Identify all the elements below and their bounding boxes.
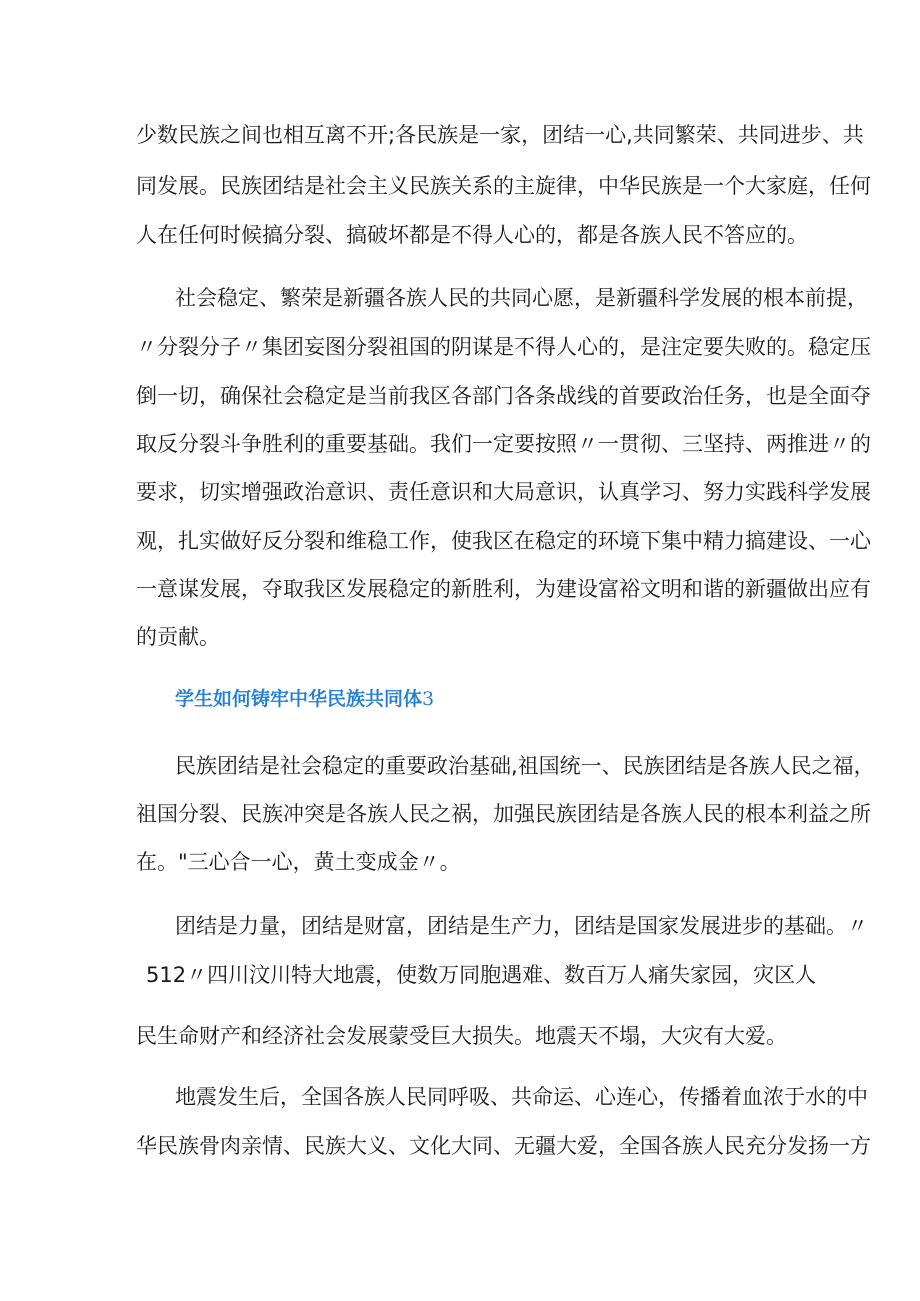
paragraph-2-line-5: 要求，切实增强政治意识、责任意识和大局意识，认真学习、努力实践科学发展 <box>136 480 871 504</box>
paragraph-4-line-1: 团结是力量，团结是财富，团结是生产力，团结是国家发展进步的基础。〃 <box>175 914 868 938</box>
paragraph-2-line-8: 的贡献。 <box>136 625 220 649</box>
section-heading <box>175 685 434 713</box>
paragraph-2-line-3: 倒一切，确保社会稳定是当前我区各部门各条战线的首要政治任务，也是全面夺 <box>136 384 871 408</box>
paragraph-1-line-1: 少数民族之间也相互离不开;各民族是一家，团结一心,共同繁荣、共同进步、共 <box>136 123 864 147</box>
section-heading-text: 学生如何铸牢中华民族共同体 <box>175 688 423 710</box>
paragraph-2-line-7: 一意谋发展，夺取我区发展稳定的新胜利，为建设富裕文明和谐的新疆做出应有 <box>136 577 871 601</box>
paragraph-6-line-2: 华民族骨肉亲情、民族大义、文化大同、无疆大爱，全国各族人民充分发扬一方 <box>136 1134 871 1158</box>
paragraph-2-line-6: 观，扎实做好反分裂和维稳工作，使我区在稳定的环境下集中精力搞建设、一心 <box>136 529 871 553</box>
paragraph-3-line-3: 在。"三心合一心，黄土变成金〃。 <box>136 850 461 874</box>
section-heading-number: 3 <box>422 688 435 710</box>
paragraph-5-line-1: 民生命财产和经济社会发展蒙受巨大损失。地震天不塌，大灾有大爱。 <box>136 1024 787 1048</box>
paragraph-2-line-4: 取反分裂斗争胜利的重要基础。我们一定要按照〃一贯彻、三坚持、两推进〃的 <box>136 432 871 456</box>
paragraph-6-line-1: 地震发生后，全国各族人民同呼吸、共命运、心连心，传播着血浓于水的中 <box>175 1085 868 1109</box>
paragraph-2-line-2: 〃分裂分子〃集团妄图分裂祖国的阴谋是不得人心的，是注定要失败的。稳定压 <box>136 335 871 359</box>
paragraph-2-line-1: 社会稳定、繁荣是新疆各族人民的共同心愿，是新疆科学发展的根本前提， <box>175 286 868 310</box>
paragraph-3-line-1: 民族团结是社会稳定的重要政治基础,祖国统一、民族团结是各族人民之福， <box>175 754 875 778</box>
paragraph-1-line-3: 人在任何时候搞分裂、搞破坏都是不得人心的，都是各族人民不答应的。 <box>136 223 808 247</box>
paragraph-3-line-2: 祖国分裂、民族冲突是各族人民之祸，加强民族团结是各族人民的根本利益之所 <box>136 802 871 826</box>
paragraph-1-line-2: 同发展。民族团结是社会主义民族关系的主旋律，中华民族是一个大家庭，任何 <box>136 174 871 198</box>
paragraph-4-line-2: 512〃四川汶川特大地震，使数万同胞遇难、数百万人痛失家园，灾区人 <box>146 963 817 987</box>
